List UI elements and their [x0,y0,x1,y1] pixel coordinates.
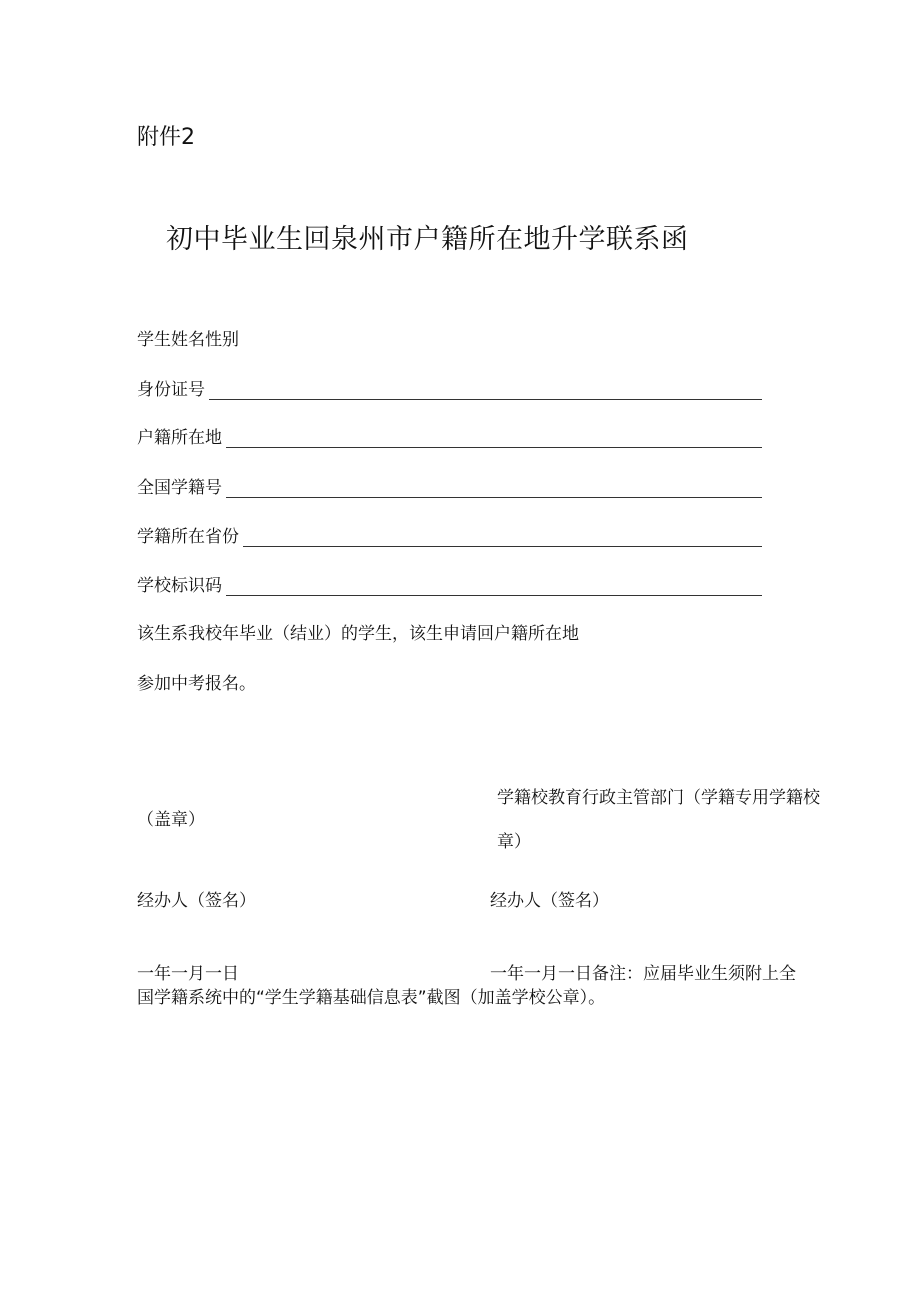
household-location-label: 户籍所在地 [137,428,222,448]
body-line-1: 该生系我校年毕业（结业）的学生，该生申请回户籍所在地 [137,624,579,644]
id-number-blank[interactable] [209,383,762,400]
student-province-label: 学籍所在省份 [137,527,239,547]
id-number-label: 身份证号 [137,380,205,400]
id-number-field[interactable] [137,380,762,400]
national-student-id-field[interactable] [137,478,762,498]
national-student-id-label: 全国学籍号 [137,478,222,498]
seal-label: （盖章） [137,810,205,830]
dept-line-2: 章） [497,832,531,852]
dept-line-1: 学籍校教育行政主管部门（学籍专用学籍校 [497,788,820,808]
left-handler-signature: 经办人（签名） [137,891,256,911]
right-handler-signature: 经办人（签名） [490,891,609,911]
school-code-field[interactable] [137,576,762,596]
name-gender-label: 学生姓名性别 [137,330,239,350]
student-province-field[interactable] [137,527,762,547]
body-line-2: 参加中考报名。 [137,674,256,694]
household-location-field[interactable] [137,428,762,448]
student-province-blank[interactable] [243,530,762,547]
national-student-id-blank[interactable] [226,481,762,498]
school-code-blank[interactable] [226,579,762,596]
document-title: 初中毕业生回泉州市户籍所在地升学联系函 [166,224,689,255]
attachment-label: 附件2 [137,125,195,150]
household-location-blank[interactable] [226,431,762,448]
right-date-note: 一年一月一日备注：应届毕业生须附上全 [490,964,796,984]
school-code-label: 学校标识码 [137,576,222,596]
left-date: 一年一月一日 [137,964,239,984]
note-continued: 国学籍系统中的“学生学籍基础信息表”截图（加盖学校公章）。 [137,988,606,1008]
